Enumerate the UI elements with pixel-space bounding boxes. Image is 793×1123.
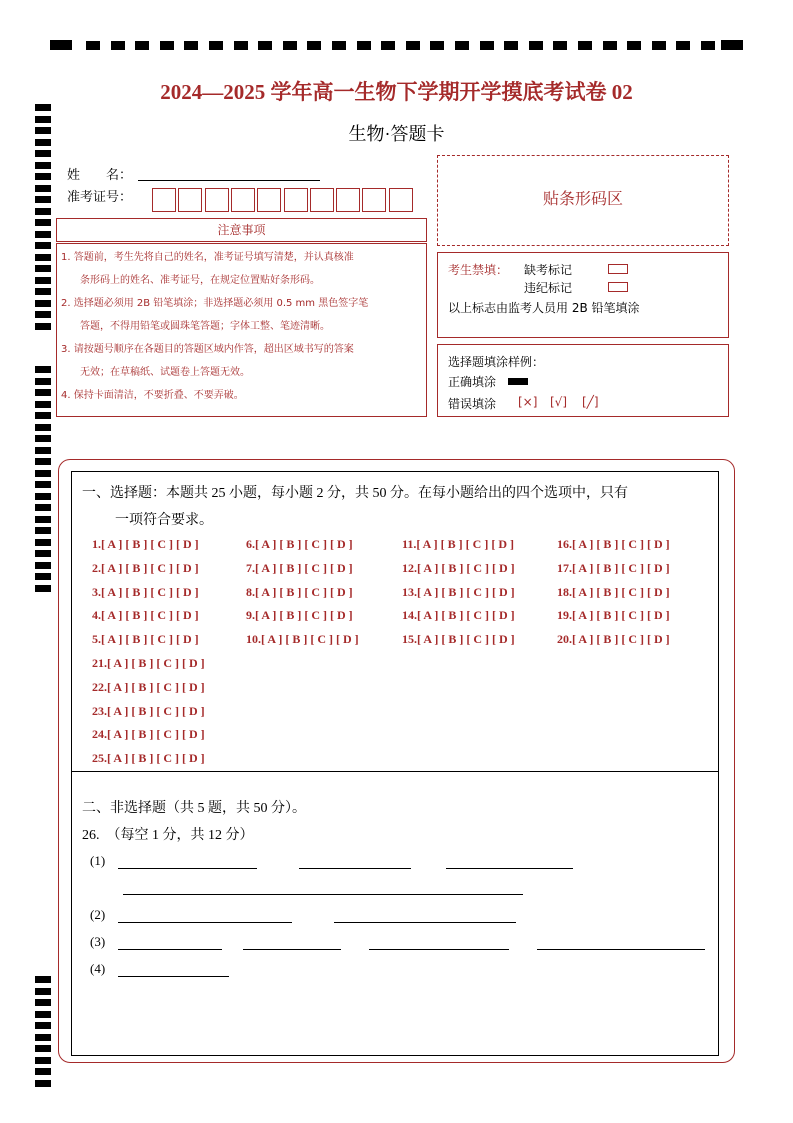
section1-heading: 一、选择题：本题共 25 小题，每小题 2 分，共 50 分。在每小题给出的四个选项中，只有 <box>82 486 628 501</box>
choice-item[interactable] <box>402 537 514 552</box>
choice-item[interactable] <box>557 537 670 552</box>
section2-box <box>71 772 719 1056</box>
timing-mark <box>35 300 51 307</box>
id-digit-box[interactable] <box>389 188 413 212</box>
question-number: 18. <box>557 584 572 599</box>
timing-mark <box>35 150 51 157</box>
timing-mark <box>529 41 543 50</box>
timing-mark <box>160 41 174 50</box>
answer-line[interactable] <box>299 868 411 869</box>
timing-mark <box>480 41 494 50</box>
question-number: 15. <box>402 632 417 647</box>
choice-item[interactable] <box>557 632 670 647</box>
id-digit-box[interactable] <box>310 188 334 212</box>
timing-mark <box>35 999 51 1006</box>
timing-mark <box>35 976 51 983</box>
timing-mark <box>35 1022 51 1029</box>
barcode-area <box>437 155 729 246</box>
answer-options[interactable]: [ A ] [ B ] [ C ] [ D ] <box>107 679 205 694</box>
timing-mark <box>35 562 51 569</box>
violation-label: 违纪标记 <box>524 281 573 295</box>
page-title: 2024—2025 学年高一生物下学期开学摸底考试卷 02 <box>160 80 633 104</box>
timing-mark <box>35 277 51 284</box>
timing-mark <box>430 41 444 50</box>
id-digit-box[interactable] <box>178 188 202 212</box>
answer-line[interactable] <box>369 949 509 950</box>
choice-item[interactable] <box>402 632 515 647</box>
answer-options[interactable]: [ A ] [ B ] [ C ] [ D ] <box>572 584 670 599</box>
answer-line[interactable] <box>243 949 341 950</box>
timing-mark <box>35 573 51 580</box>
answer-options[interactable]: [ A ] [ B ] [ C ] [ D ] <box>572 537 670 551</box>
answer-options[interactable]: [ A ] [ B ] [ C ] [ D ] <box>255 584 353 599</box>
question-number: 20. <box>557 632 572 647</box>
timing-mark <box>35 1068 51 1075</box>
answer-options[interactable]: [ A ] [ B ] [ C ] [ D ] <box>101 537 199 551</box>
name-field[interactable] <box>138 180 320 181</box>
answer-line[interactable] <box>537 949 705 950</box>
wrong-mark-x: [×] <box>518 395 538 409</box>
question-number: 22. <box>92 679 107 694</box>
correct-fill-sample <box>508 378 528 385</box>
timing-mark <box>35 389 51 396</box>
choice-item[interactable] <box>557 585 670 600</box>
notice-heading: 注意事项 <box>56 218 427 242</box>
fill-example-heading: 选择题填涂样例： <box>448 355 545 369</box>
question-number: 2. <box>92 560 101 575</box>
answer-options[interactable]: [ A ] [ B ] [ C ] [ D ] <box>417 608 515 623</box>
subq-2-label: (2) <box>90 907 106 922</box>
timing-mark <box>35 504 51 511</box>
timing-mark <box>504 41 518 50</box>
timing-mark <box>209 41 223 50</box>
choice-item[interactable] <box>246 632 359 647</box>
choice-item[interactable] <box>92 561 199 576</box>
answer-options[interactable]: [ A ] [ B ] [ C ] [ D ] <box>416 537 514 551</box>
question-number: 12. <box>402 560 417 575</box>
section2-heading: 二、非选择题（共 5 题，共 50 分）。 <box>82 801 306 816</box>
timing-mark <box>721 40 743 50</box>
timing-mark <box>35 378 51 385</box>
timing-mark <box>35 550 51 557</box>
answer-options[interactable]: [ A ] [ B ] [ C ] [ D ] <box>255 608 353 623</box>
question-number: 5. <box>92 632 101 647</box>
timing-mark <box>35 1080 51 1087</box>
absent-label: 缺考标记 <box>524 263 573 277</box>
answer-options[interactable]: [ A ] [ B ] [ C ] [ D ] <box>572 632 670 647</box>
answer-options[interactable]: [ A ] [ B ] [ C ] [ D ] <box>255 560 353 575</box>
id-digit-box[interactable] <box>362 188 386 212</box>
choice-item[interactable] <box>246 537 353 552</box>
question-number: 14. <box>402 608 417 623</box>
timing-mark <box>35 219 51 226</box>
timing-mark <box>35 1011 51 1018</box>
timing-mark <box>35 242 51 249</box>
timing-mark <box>553 41 567 50</box>
timing-mark <box>627 41 641 50</box>
question-number: 8. <box>246 584 255 599</box>
answer-line[interactable] <box>118 949 222 950</box>
timing-mark <box>35 1045 51 1052</box>
choice-item[interactable] <box>92 680 205 695</box>
question-number: 21. <box>92 656 107 670</box>
timing-mark <box>86 41 100 50</box>
question-number: 25. <box>92 751 107 766</box>
answer-options[interactable]: [ A ] [ B ] [ C ] [ D ] <box>101 584 199 599</box>
timing-mark <box>578 41 592 50</box>
timing-mark <box>135 41 149 50</box>
notice-line: 3. 请按题号顺序在各题目的答题区域内作答，超出区域书写的答案 <box>61 344 354 355</box>
timing-mark <box>35 447 51 454</box>
timing-mark <box>35 516 51 523</box>
timing-mark <box>35 288 51 295</box>
timing-mark <box>35 401 51 408</box>
timing-mark <box>35 196 51 203</box>
id-digit-box[interactable] <box>205 188 229 212</box>
section1-heading-cont: 一项符合要求。 <box>115 513 213 528</box>
answer-line[interactable] <box>118 976 229 977</box>
timing-mark <box>35 208 51 215</box>
timing-mark <box>35 265 51 272</box>
timing-mark <box>258 41 272 50</box>
question-number: 3. <box>92 584 101 599</box>
timing-mark <box>50 40 72 50</box>
question-number: 9. <box>246 608 255 623</box>
timing-mark <box>111 41 125 50</box>
subq-3-label: (3) <box>90 934 106 949</box>
timing-mark <box>35 424 51 431</box>
answer-line[interactable] <box>123 894 523 895</box>
id-digit-box[interactable] <box>257 188 281 212</box>
fill-example-box <box>437 344 729 417</box>
timing-mark <box>35 988 51 995</box>
timing-mark <box>603 41 617 50</box>
choice-item[interactable] <box>402 585 515 600</box>
timing-mark <box>381 41 395 50</box>
name-label: 姓 名： <box>67 167 133 182</box>
wrong-mark-slash: [╱] <box>582 395 599 409</box>
timing-mark <box>35 162 51 169</box>
question-number: 23. <box>92 703 107 718</box>
timing-mark <box>35 470 51 477</box>
timing-mark <box>35 435 51 442</box>
answer-options[interactable]: [ A ] [ B ] [ C ] [ D ] <box>417 584 515 599</box>
answer-line[interactable] <box>334 922 516 923</box>
choice-item[interactable] <box>92 656 205 671</box>
subq-4-label: (4) <box>90 961 106 976</box>
id-digit-box[interactable] <box>284 188 308 212</box>
exam-status-label: 考生禁填： <box>448 263 509 277</box>
choice-item[interactable] <box>92 727 205 742</box>
choice-item[interactable] <box>92 585 199 600</box>
choice-item[interactable] <box>402 608 515 623</box>
timing-mark <box>35 539 51 546</box>
choice-item[interactable] <box>92 632 199 647</box>
notice-box <box>56 243 427 417</box>
answer-options[interactable]: [ A ] [ B ] [ C ] [ D ] <box>107 656 205 670</box>
timing-mark <box>35 1057 51 1064</box>
answer-options[interactable]: [ A ] [ B ] [ C ] [ D ] <box>101 608 199 623</box>
choice-item[interactable] <box>246 561 353 576</box>
barcode-label: 贴条形码区 <box>542 191 623 208</box>
notice-line: 无效；在草稿纸、试题卷上答题无效。 <box>80 367 250 378</box>
timing-mark <box>35 366 51 373</box>
page-subtitle: 生物·答题卡 <box>348 124 445 144</box>
notice-line: 条形码上的姓名、准考证号，在规定位置贴好条形码。 <box>80 275 320 286</box>
answer-options[interactable]: [ A ] [ B ] [ C ] [ D ] <box>101 632 199 647</box>
timing-mark <box>35 311 51 318</box>
answer-options[interactable]: [ A ] [ B ] [ C ] [ D ] <box>417 560 515 575</box>
answer-options[interactable]: [ A ] [ B ] [ C ] [ D ] <box>255 537 353 551</box>
answer-options[interactable]: [ A ] [ B ] [ C ] [ D ] <box>572 560 670 575</box>
timing-mark <box>35 527 51 534</box>
timing-mark <box>455 41 469 50</box>
timing-mark <box>332 41 346 50</box>
correct-fill-label: 正确填涂 <box>448 375 497 389</box>
choice-item[interactable] <box>557 608 670 623</box>
timing-mark <box>234 41 248 50</box>
absent-mark-box[interactable] <box>608 264 628 274</box>
notice-line: 4. 保持卡面清洁，不要折叠、不要弄破。 <box>61 390 244 401</box>
timing-mark <box>35 1034 51 1041</box>
question-number: 1. <box>92 537 101 551</box>
timing-mark <box>35 231 51 238</box>
exam-status-box <box>437 252 729 338</box>
timing-mark <box>406 41 420 50</box>
timing-mark <box>35 412 51 419</box>
wrong-mark-check: [√] <box>550 395 568 409</box>
question-number: 17. <box>557 560 572 575</box>
timing-mark <box>35 585 51 592</box>
timing-mark <box>35 323 51 330</box>
timing-mark <box>652 41 666 50</box>
choice-item[interactable] <box>92 537 199 552</box>
choice-item[interactable] <box>246 608 353 623</box>
notice-line: 答题，不得用铅笔或圆珠笔答题；字体工整、笔迹清晰。 <box>80 321 330 332</box>
question-number: 24. <box>92 727 107 742</box>
wrong-fill-label: 错误填涂 <box>448 397 497 411</box>
id-digit-box[interactable] <box>231 188 255 212</box>
id-digit-box[interactable] <box>152 188 176 212</box>
choice-item[interactable] <box>92 704 205 719</box>
answer-options[interactable]: [ A ] [ B ] [ C ] [ D ] <box>107 727 205 742</box>
choice-item[interactable] <box>92 751 205 766</box>
question-number: 10. <box>246 632 261 647</box>
notice-line: 2. 选择题必须用 2B 铅笔填涂；非选择题必须用 0.5 mm 黑色签字笔 <box>61 298 369 309</box>
timing-mark <box>307 41 321 50</box>
timing-mark <box>35 481 51 488</box>
question-26-heading: 26. （每空 1 分，共 12 分） <box>82 828 254 843</box>
timing-mark <box>357 41 371 50</box>
timing-mark <box>283 41 297 50</box>
notice-line: 1. 答题前，考生先将自己的姓名，准考证号填写清楚，并认真核准 <box>61 252 354 263</box>
question-number: 11. <box>402 537 417 551</box>
answer-options[interactable]: [ A ] [ B ] [ C ] [ D ] <box>417 632 515 647</box>
timing-mark <box>35 173 51 180</box>
question-number: 19. <box>557 608 572 623</box>
choice-item[interactable] <box>92 608 199 623</box>
question-number: 13. <box>402 584 417 599</box>
timing-mark <box>35 493 51 500</box>
choice-item[interactable] <box>402 561 515 576</box>
violation-mark-box[interactable] <box>608 282 628 292</box>
timing-mark <box>35 254 51 261</box>
answer-options[interactable]: [ A ] [ B ] [ C ] [ D ] <box>101 560 199 575</box>
timing-mark <box>184 41 198 50</box>
answer-line[interactable] <box>118 922 292 923</box>
answer-line[interactable] <box>446 868 573 869</box>
timing-mark <box>676 41 690 50</box>
id-label: 准考证号： <box>67 189 133 204</box>
question-number: 16. <box>557 537 572 551</box>
question-number: 6. <box>246 537 255 551</box>
answer-options[interactable]: [ A ] [ B ] [ C ] [ D ] <box>572 608 670 623</box>
choice-item[interactable] <box>557 561 670 576</box>
timing-mark <box>701 41 715 50</box>
answer-options[interactable]: [ A ] [ B ] [ C ] [ D ] <box>107 703 205 718</box>
timing-mark <box>35 185 51 192</box>
subq-1-label: (1) <box>90 853 106 868</box>
id-digit-box[interactable] <box>336 188 360 212</box>
answer-line[interactable] <box>118 868 257 869</box>
exam-status-note: 以上标志由监考人员用 2B 铅笔填涂 <box>448 301 640 315</box>
question-number: 7. <box>246 560 255 575</box>
choice-item[interactable] <box>246 585 353 600</box>
question-number: 4. <box>92 608 101 623</box>
timing-mark <box>35 458 51 465</box>
answer-options[interactable]: [ A ] [ B ] [ C ] [ D ] <box>107 751 205 766</box>
answer-options[interactable]: [ A ] [ B ] [ C ] [ D ] <box>261 632 359 647</box>
